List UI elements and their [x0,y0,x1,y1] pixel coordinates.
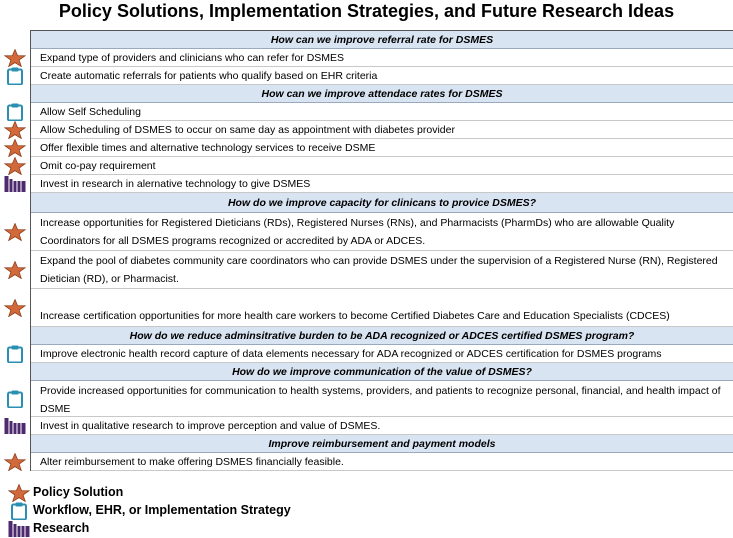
solutions-table [30,30,733,471]
star-icon [4,49,26,67]
clipboard-icon [4,390,26,408]
row-text: Expand the pool of diabetes community care coordinators who can provide DSMES under the supervision of a Registered Nurse (RN), Registered Dietician (RD), or Pharmacist. [40,255,718,285]
clipboard-icon [4,67,26,85]
row-text: Improve electronic health record capture of data elements necessary for ADA recognized or ADCES certification for DSMES programs [40,347,662,360]
row-text: Allow Scheduling of DSMES to occur on same day as appointment with diabetes provider [40,123,455,136]
books-icon [8,520,30,538]
table-row [31,103,733,121]
row-text: Invest in qualitative research to improve perception and value of DSMES. [40,419,381,432]
row-text: Create automatic referrals for patients who qualify based on EHR criteria [40,69,378,82]
row-text: Omit co-pay requirement [40,159,156,172]
books-icon [4,417,26,435]
table-row [31,175,733,193]
row-text: Increase certification opportunities for more health care workers to become Certified Diabetes Care and Education Specialists (CDCES) [40,310,670,322]
clipboard-icon [4,103,26,121]
row-text: Provide increased opportunities for communication to health systems, providers, and patients to recognize personal, financial, and health impact of DSME [40,385,721,415]
row-text: Increase opportunities for Registered Dieticians (RDs), Registered Nurses (RNs), and Pharmacists (PharmDs) who are allowable Quality Coordinators for all DSMES programs recognized or accredited by ADA or ADCES. [40,217,675,247]
star-icon [4,139,26,157]
row-text: Alter reimbursement to make offering DSMES financially feasible. [40,455,344,468]
star-icon [4,299,26,317]
table-row [31,139,733,157]
table-row [31,345,733,363]
star-icon [4,121,26,139]
clipboard-icon [8,502,30,520]
books-icon [4,175,26,193]
table-row [31,213,733,251]
legend-label: Research [33,521,90,535]
section-header: Improve reimbursement and payment models [31,435,733,453]
table-row [31,121,733,139]
table-row [31,417,733,435]
star-icon [8,484,30,502]
section-header: How can we improve attendace rates for DSMES [31,85,733,103]
row-text: Expand type of providers and clinicians who can refer for DSMES [40,51,345,64]
table-row [31,49,733,67]
clipboard-icon [4,345,26,363]
table-row [31,67,733,85]
star-icon [4,453,26,471]
table-row [31,453,733,471]
legend-label: Policy Solution [33,485,124,499]
star-icon [4,261,26,279]
table-row [31,251,733,289]
star-icon [4,157,26,175]
row-text: Invest in research in alernative technology to give DSMES [40,177,311,190]
table-row [31,289,733,327]
star-icon [4,223,26,241]
section-header: How do we improve communication of the value of DSMES? [31,363,733,381]
row-text: Allow Self Scheduling [40,105,141,118]
section-header: How do we improve capacity for clinicans to provice DSMES? [31,193,733,213]
row-text: Offer flexible times and alternative technology services to receive DSME [40,141,376,154]
table-row [31,157,733,175]
section-header: How can we improve referral rate for DSMES [31,31,733,49]
table-row [31,381,733,417]
section-header: How do we reduce adminsitrative burden to be ADA recognized or ADCES certified DSMES program? [31,327,733,345]
page-title: Policy Solutions, Implementation Strategies, and Future Research Ideas [58,1,675,21]
legend-label: Workflow, EHR, or Implementation Strategy [33,503,291,517]
